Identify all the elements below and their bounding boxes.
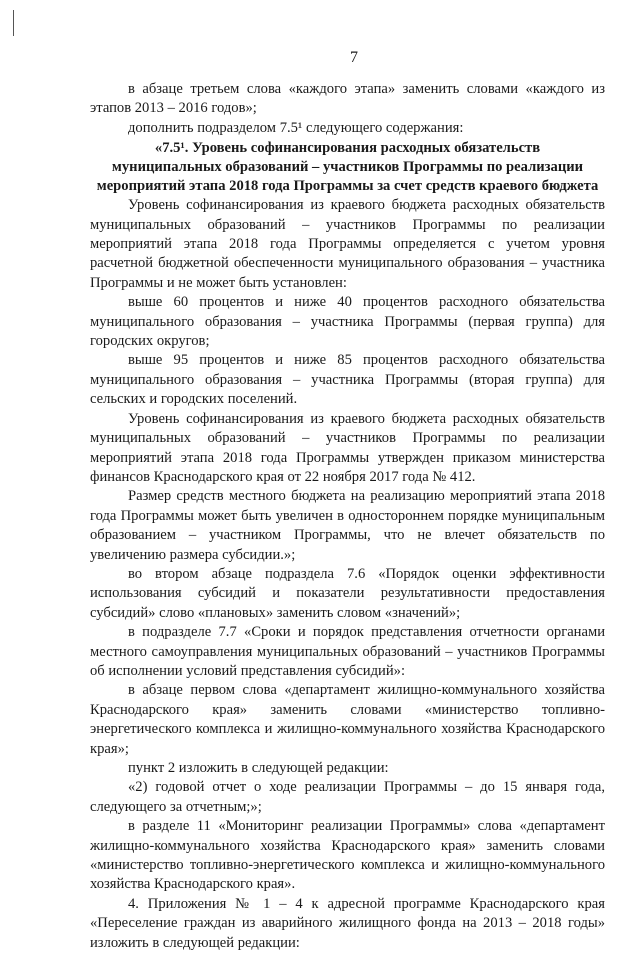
paragraph-group-2: выше 95 процентов и ниже 85 процентов расходного обязательства муниципального образования – участника Программы (вторая группа) для сельских и городских поселений.	[90, 352, 605, 408]
paragraph-approved-order: Уровень софинансирования из краевого бюджета расходных обязательств муниципальных образований – участников Программы по реализации мероприятий этапа 2018 года Программы утвержден приказом министерства финансов Краснодарского края от 22 ноября 2017 года № 412.	[90, 410, 605, 485]
paragraph-subsection-7-6: во втором абзаце подраздела 7.6 «Порядок оценки эффективности использования субсидий и показатели результативности предоставления субсидий» слово «плановых» заменить словом «значений»;	[90, 565, 605, 621]
page-number: 7	[350, 49, 358, 66]
paragraph-appendices: 4. Приложения № 1 – 4 к адресной программе Краснодарского края «Переселение граждан из аварийного жилищного фонда на 2013 – 2018 годы» изложить в следующей редакции:	[90, 895, 605, 951]
section-heading	[90, 139, 605, 196]
paragraph-point-2: пункт 2 изложить в следующей редакции:	[128, 760, 389, 776]
paragraph-section-11: в разделе 11 «Мониторинг реализации Программы» слова «департамент жилищно-коммунального хозяйства Краснодарского края» заменить словами «министерство топливно-энергетического комплекса и жилищно-коммунального хозяйства Краснодарского края».	[90, 818, 605, 893]
scan-margin-mark	[13, 10, 14, 36]
paragraph-group-1: выше 60 процентов и ниже 40 процентов расходного обязательства муниципального образования – участника Программы (первая группа) для городских округов;	[90, 294, 605, 350]
document-body	[90, 80, 605, 953]
paragraph-first-abzac: в абзаце первом слова «департамент жилищно-коммунального хозяйства Краснодарского края» заменить словами «министерство топливно-энергетического комплекса и жилищно-коммунального хозяйства Краснодарского края»;	[90, 682, 605, 757]
paragraph-local-budget: Размер средств местного бюджета на реализацию мероприятий этапа 2018 года Программы может быть увеличен в одностороннем порядке муниципальным образованием – участником Программы, что не влечет обязательств по увеличению размера субсидии.»;	[90, 488, 605, 563]
paragraph-2: дополнить подразделом 7.5¹ следующего содержания:	[128, 119, 464, 136]
heading-line-3: мероприятий этапа 2018 года Программы за счет средств краевого бюджета	[96, 178, 599, 195]
paragraph-cofinancing-level: Уровень софинансирования из краевого бюджета расходных обязательств муниципальных образований – участников Программы по реализации мероприятий этапа 2018 года Программы определяется с учетом уровня расчетной бюджетной обеспеченности муниципального образования – участника Программы и не может быть установлен:	[90, 197, 605, 291]
paragraph-annual-report: «2) годовой отчет о ходе реализации Программы – до 15 января года, следующего за отчетным;»;	[90, 779, 605, 815]
heading-line-1: «7.5¹. Уровень софинансирования расходных обязательств	[154, 140, 541, 157]
paragraph-1: в абзаце третьем слова «каждого этапа» заменить словами «каждого из этапов 2013 – 2016 годов»;	[90, 81, 605, 117]
heading-line-2: муниципальных образований – участников Программы по реализации	[111, 159, 584, 176]
paragraph-subsection-7-7: в подразделе 7.7 «Сроки и порядок представления отчетности органами местного самоуправления муниципальных образований – участников Программы об исполнении условий представления субсидий»:	[90, 624, 605, 679]
